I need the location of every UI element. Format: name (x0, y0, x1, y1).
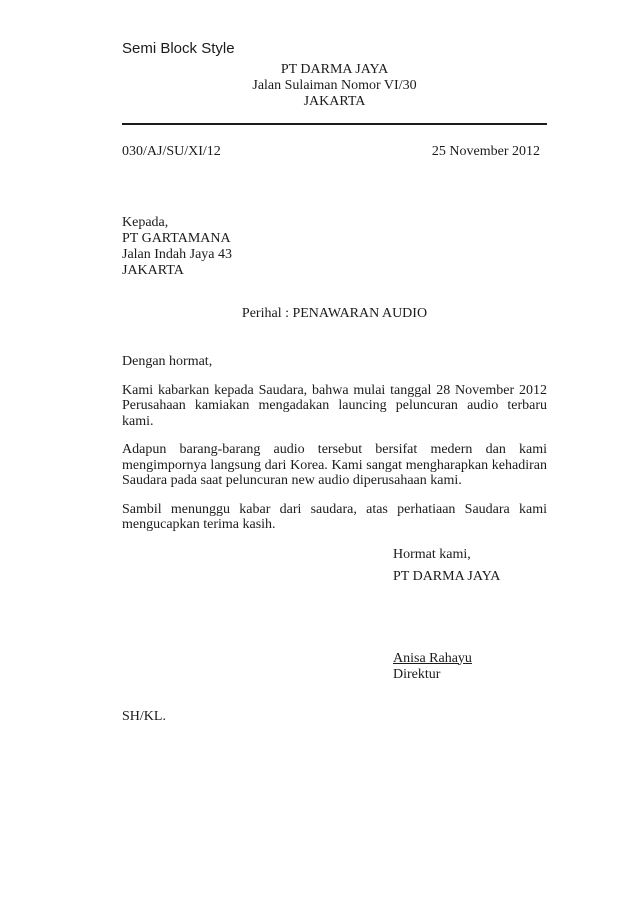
style-label: Semi Block Style (122, 40, 235, 57)
closing-salutation: Hormat kami, (393, 546, 471, 562)
signature-company: PT DARMA JAYA (393, 568, 501, 584)
body-paragraph-1: Kami kabarkan kepada Saudara, bahwa mulai tanggal 28 November 2012 Perusahaan kamiakan mengadakan launcing peluncuran audio terbaru kami. (122, 382, 547, 429)
letterhead-divider (122, 123, 547, 125)
recipient-city: JAKARTA (122, 262, 184, 278)
opening-salutation: Dengan hormat, (122, 354, 213, 369)
letterhead-address: Jalan Sulaiman Nomor VI/30 (252, 78, 417, 93)
letterhead-city: JAKARTA (303, 94, 366, 109)
signatory-title: Direktur (393, 666, 441, 682)
letter-date: 25 November 2012 (431, 144, 540, 159)
reference-date-row (122, 144, 547, 160)
body-paragraph-3: Sambil menunggu kabar dari saudara, atas perhatiaan Saudara kami mengucapkan terima kasih. (122, 501, 547, 532)
signature-block (393, 547, 547, 683)
recipient-company: PT GARTAMANA (122, 230, 231, 246)
letterhead (122, 62, 547, 110)
recipient-address: Jalan Indah Jaya 43 (122, 246, 233, 262)
recipient-block (122, 215, 547, 279)
recipient-salutation: Kepada, (122, 214, 169, 230)
typist-initials: SH/KL. (122, 708, 166, 724)
signatory-name: Anisa Rahayu (393, 650, 472, 666)
letterhead-company: PT DARMA JAYA (280, 62, 389, 77)
subject-line: Perihal : PENAWARAN AUDIO (241, 305, 428, 321)
body-paragraph-2: Adapun barang-barang audio tersebut bersifat medern dan kami mengimpornya langsung dari Korea. Kami sangat mengharapkan kehadiran Saudara pada saat peluncuran new audio diperusahaan kami. (122, 442, 547, 488)
reference-number: 030/AJ/SU/XI/12 (122, 144, 221, 159)
